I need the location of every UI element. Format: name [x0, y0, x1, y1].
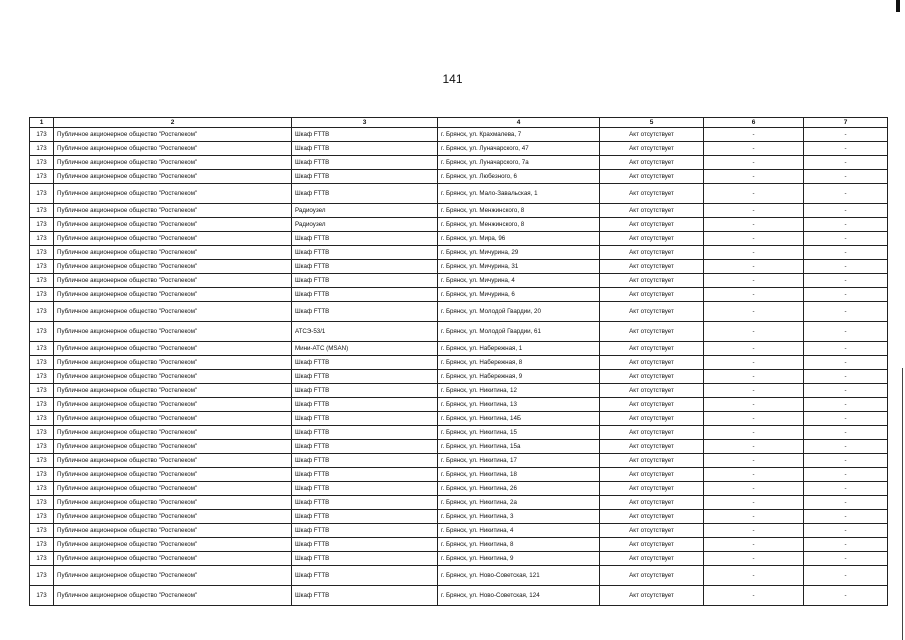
object-cell: Шкаф FTTB [292, 538, 438, 552]
col6-cell: - [704, 142, 804, 156]
row-number-cell: 173 [30, 170, 54, 184]
address-cell: г. Брянск, ул. Луначарского, 47 [438, 142, 600, 156]
row-number-cell: 173 [30, 412, 54, 426]
table-row [30, 170, 888, 184]
address-cell: г. Брянск, ул. Никитина, 18 [438, 468, 600, 482]
address-cell: г. Брянск, ул. Менжинского, 8 [438, 204, 600, 218]
col6-cell: - [704, 426, 804, 440]
address-cell: г. Брянск, ул. Менжинского, 8 [438, 218, 600, 232]
object-cell: Шкаф FTTB [292, 566, 438, 586]
col6-cell: - [704, 370, 804, 384]
act-status-cell: Акт отсутствует [600, 412, 704, 426]
table-row [30, 274, 888, 288]
table-row [30, 184, 888, 204]
object-cell: Шкаф FTTB [292, 260, 438, 274]
row-number-cell: 173 [30, 426, 54, 440]
row-number-cell: 173 [30, 288, 54, 302]
address-cell: г. Брянск, ул. Никитина, 9 [438, 552, 600, 566]
col7-cell: - [804, 232, 888, 246]
col6-cell: - [704, 454, 804, 468]
act-status-cell: Акт отсутствует [600, 496, 704, 510]
table-row [30, 524, 888, 538]
row-number-cell: 173 [30, 302, 54, 322]
object-cell: Шкаф FTTB [292, 356, 438, 370]
col6-cell: - [704, 496, 804, 510]
object-cell: Шкаф FTTB [292, 142, 438, 156]
col7-cell: - [804, 274, 888, 288]
col6-cell: - [704, 274, 804, 288]
col7-cell: - [804, 356, 888, 370]
table-row [30, 288, 888, 302]
address-cell: г. Брянск, ул. Мичурина, 29 [438, 246, 600, 260]
address-cell: г. Брянск, ул. Никитина, 2а [438, 496, 600, 510]
table-row [30, 440, 888, 454]
act-status-cell: Акт отсутствует [600, 142, 704, 156]
col6-cell: - [704, 586, 804, 606]
object-cell: Радиоузел [292, 218, 438, 232]
col6-cell: - [704, 482, 804, 496]
act-status-cell: Акт отсутствует [600, 322, 704, 342]
table-row [30, 384, 888, 398]
address-cell: г. Брянск, ул. Мало-Завальская, 1 [438, 184, 600, 204]
object-cell: Шкаф FTTB [292, 468, 438, 482]
object-cell: Шкаф FTTB [292, 232, 438, 246]
col6-cell: - [704, 156, 804, 170]
table-row [30, 566, 888, 586]
row-number-cell: 173 [30, 184, 54, 204]
object-cell: Мини-АТС (MSAN) [292, 342, 438, 356]
act-status-cell: Акт отсутствует [600, 288, 704, 302]
act-status-cell: Акт отсутствует [600, 204, 704, 218]
owner-cell: Публичное акционерное общество "Ростелеком" [54, 302, 292, 322]
object-cell: Шкаф FTTB [292, 454, 438, 468]
row-number-cell: 173 [30, 246, 54, 260]
scan-edge-mark [896, 0, 900, 12]
address-cell: г. Брянск, ул. Набережная, 9 [438, 370, 600, 384]
owner-cell: Публичное акционерное общество "Ростелеком" [54, 398, 292, 412]
table-row [30, 426, 888, 440]
col7-cell: - [804, 260, 888, 274]
col7-cell: - [804, 496, 888, 510]
col6-cell: - [704, 170, 804, 184]
act-status-cell: Акт отсутствует [600, 128, 704, 142]
scan-edge-line [902, 368, 903, 640]
owner-cell: Публичное акционерное общество "Ростелеком" [54, 274, 292, 288]
row-number-cell: 173 [30, 538, 54, 552]
address-cell: г. Брянск, ул. Молодой Гвардии, 20 [438, 302, 600, 322]
col6-cell: - [704, 184, 804, 204]
row-number-cell: 173 [30, 128, 54, 142]
row-number-cell: 173 [30, 218, 54, 232]
column-header: 7 [804, 118, 888, 128]
col7-cell: - [804, 184, 888, 204]
col6-cell: - [704, 322, 804, 342]
address-cell: г. Брянск, ул. Никитина, 4 [438, 524, 600, 538]
act-status-cell: Акт отсутствует [600, 356, 704, 370]
col6-cell: - [704, 524, 804, 538]
col6-cell: - [704, 246, 804, 260]
address-cell: г. Брянск, ул. Набережная, 8 [438, 356, 600, 370]
col7-cell: - [804, 170, 888, 184]
act-status-cell: Акт отсутствует [600, 524, 704, 538]
registry-table [29, 117, 888, 606]
address-cell: г. Брянск, ул. Никитина, 12 [438, 384, 600, 398]
address-cell: г. Брянск, ул. Мира, 96 [438, 232, 600, 246]
row-number-cell: 173 [30, 524, 54, 538]
col6-cell: - [704, 566, 804, 586]
col6-cell: - [704, 260, 804, 274]
object-cell: Шкаф FTTB [292, 184, 438, 204]
address-cell: г. Брянск, ул. Мичурина, 6 [438, 288, 600, 302]
act-status-cell: Акт отсутствует [600, 342, 704, 356]
object-cell: Шкаф FTTB [292, 586, 438, 606]
act-status-cell: Акт отсутствует [600, 184, 704, 204]
col6-cell: - [704, 232, 804, 246]
address-cell: г. Брянск, ул. Никитина, 8 [438, 538, 600, 552]
object-cell: Шкаф FTTB [292, 552, 438, 566]
table-row [30, 510, 888, 524]
row-number-cell: 173 [30, 440, 54, 454]
owner-cell: Публичное акционерное общество "Ростелеком" [54, 412, 292, 426]
table-row [30, 322, 888, 342]
object-cell: Шкаф FTTB [292, 288, 438, 302]
col7-cell: - [804, 510, 888, 524]
row-number-cell: 173 [30, 370, 54, 384]
column-header: 2 [54, 118, 292, 128]
table-row [30, 232, 888, 246]
row-number-cell: 173 [30, 260, 54, 274]
row-number-cell: 173 [30, 356, 54, 370]
table-row [30, 302, 888, 322]
act-status-cell: Акт отсутствует [600, 384, 704, 398]
col7-cell: - [804, 142, 888, 156]
address-cell: г. Брянск, ул. Луначарского, 7а [438, 156, 600, 170]
row-number-cell: 173 [30, 454, 54, 468]
object-cell: АТСЭ-53/1 [292, 322, 438, 342]
object-cell: Радиоузел [292, 204, 438, 218]
col7-cell: - [804, 384, 888, 398]
col7-cell: - [804, 538, 888, 552]
table-row [30, 586, 888, 606]
owner-cell: Публичное акционерное общество "Ростелеком" [54, 260, 292, 274]
owner-cell: Публичное акционерное общество "Ростелеком" [54, 204, 292, 218]
col7-cell: - [804, 128, 888, 142]
act-status-cell: Акт отсутствует [600, 586, 704, 606]
address-cell: г. Брянск, ул. Никитина, 14Б [438, 412, 600, 426]
row-number-cell: 173 [30, 496, 54, 510]
col7-cell: - [804, 412, 888, 426]
column-header: 4 [438, 118, 600, 128]
act-status-cell: Акт отсутствует [600, 302, 704, 322]
owner-cell: Публичное акционерное общество "Ростелеком" [54, 128, 292, 142]
table-row [30, 342, 888, 356]
col7-cell: - [804, 156, 888, 170]
owner-cell: Публичное акционерное общество "Ростелеком" [54, 170, 292, 184]
address-cell: г. Брянск, ул. Крахмалева, 7 [438, 128, 600, 142]
col7-cell: - [804, 482, 888, 496]
owner-cell: Публичное акционерное общество "Ростелеком" [54, 370, 292, 384]
address-cell: г. Брянск, ул. Любезного, 6 [438, 170, 600, 184]
act-status-cell: Акт отсутствует [600, 440, 704, 454]
object-cell: Шкаф FTTB [292, 398, 438, 412]
owner-cell: Публичное акционерное общество "Ростелеком" [54, 288, 292, 302]
address-cell: г. Брянск, ул. Мичурина, 4 [438, 274, 600, 288]
owner-cell: Публичное акционерное общество "Ростелеком" [54, 356, 292, 370]
owner-cell: Публичное акционерное общество "Ростелеком" [54, 524, 292, 538]
col7-cell: - [804, 552, 888, 566]
column-header: 3 [292, 118, 438, 128]
act-status-cell: Акт отсутствует [600, 156, 704, 170]
owner-cell: Публичное акционерное общество "Ростелеком" [54, 184, 292, 204]
col6-cell: - [704, 128, 804, 142]
col7-cell: - [804, 566, 888, 586]
act-status-cell: Акт отсутствует [600, 170, 704, 184]
col6-cell: - [704, 398, 804, 412]
col7-cell: - [804, 426, 888, 440]
table-row [30, 246, 888, 260]
col7-cell: - [804, 370, 888, 384]
table-row [30, 156, 888, 170]
column-header: 5 [600, 118, 704, 128]
col6-cell: - [704, 302, 804, 322]
object-cell: Шкаф FTTB [292, 426, 438, 440]
row-number-cell: 173 [30, 274, 54, 288]
owner-cell: Публичное акционерное общество "Ростелеком" [54, 156, 292, 170]
address-cell: г. Брянск, ул. Никитина, 17 [438, 454, 600, 468]
address-cell: г. Брянск, ул. Никитина, 15 [438, 426, 600, 440]
object-cell: Шкаф FTTB [292, 156, 438, 170]
object-cell: Шкаф FTTB [292, 302, 438, 322]
act-status-cell: Акт отсутствует [600, 274, 704, 288]
act-status-cell: Акт отсутствует [600, 552, 704, 566]
object-cell: Шкаф FTTB [292, 496, 438, 510]
address-cell: г. Брянск, ул. Ново-Советская, 121 [438, 566, 600, 586]
act-status-cell: Акт отсутствует [600, 426, 704, 440]
address-cell: г. Брянск, ул. Никитина, 3 [438, 510, 600, 524]
row-number-cell: 173 [30, 156, 54, 170]
table-body [30, 128, 888, 606]
col7-cell: - [804, 246, 888, 260]
col6-cell: - [704, 538, 804, 552]
column-header: 6 [704, 118, 804, 128]
col6-cell: - [704, 412, 804, 426]
object-cell: Шкаф FTTB [292, 482, 438, 496]
header-row [30, 118, 888, 128]
table-row [30, 552, 888, 566]
table-row [30, 482, 888, 496]
table-row [30, 454, 888, 468]
table-row [30, 412, 888, 426]
page-number: 141 [442, 72, 463, 86]
act-status-cell: Акт отсутствует [600, 468, 704, 482]
owner-cell: Публичное акционерное общество "Ростелеком" [54, 538, 292, 552]
owner-cell: Публичное акционерное общество "Ростелеком" [54, 468, 292, 482]
table-row [30, 356, 888, 370]
row-number-cell: 173 [30, 322, 54, 342]
object-cell: Шкаф FTTB [292, 384, 438, 398]
col6-cell: - [704, 468, 804, 482]
object-cell: Шкаф FTTB [292, 246, 438, 260]
owner-cell: Публичное акционерное общество "Ростелеком" [54, 440, 292, 454]
act-status-cell: Акт отсутствует [600, 482, 704, 496]
col7-cell: - [804, 524, 888, 538]
object-cell: Шкаф FTTB [292, 510, 438, 524]
table-row [30, 496, 888, 510]
owner-cell: Публичное акционерное общество "Ростелеком" [54, 454, 292, 468]
act-status-cell: Акт отсутствует [600, 232, 704, 246]
row-number-cell: 173 [30, 482, 54, 496]
address-cell: г. Брянск, ул. Мичурина, 31 [438, 260, 600, 274]
table-row [30, 260, 888, 274]
col6-cell: - [704, 204, 804, 218]
object-cell: Шкаф FTTB [292, 524, 438, 538]
address-cell: г. Брянск, ул. Никитина, 15а [438, 440, 600, 454]
address-cell: г. Брянск, ул. Никитина, 26 [438, 482, 600, 496]
col7-cell: - [804, 342, 888, 356]
address-cell: г. Брянск, ул. Молодой Гвардии, 61 [438, 322, 600, 342]
col7-cell: - [804, 288, 888, 302]
col6-cell: - [704, 552, 804, 566]
act-status-cell: Акт отсутствует [600, 260, 704, 274]
owner-cell: Публичное акционерное общество "Ростелеком" [54, 384, 292, 398]
table-row [30, 538, 888, 552]
row-number-cell: 173 [30, 468, 54, 482]
act-status-cell: Акт отсутствует [600, 370, 704, 384]
col6-cell: - [704, 218, 804, 232]
table-row [30, 370, 888, 384]
col7-cell: - [804, 302, 888, 322]
address-cell: г. Брянск, ул. Никитина, 13 [438, 398, 600, 412]
owner-cell: Публичное акционерное общество "Ростелеком" [54, 342, 292, 356]
col6-cell: - [704, 440, 804, 454]
row-number-cell: 173 [30, 552, 54, 566]
row-number-cell: 173 [30, 398, 54, 412]
object-cell: Шкаф FTTB [292, 274, 438, 288]
owner-cell: Публичное акционерное общество "Ростелеком" [54, 426, 292, 440]
object-cell: Шкаф FTTB [292, 440, 438, 454]
col6-cell: - [704, 288, 804, 302]
owner-cell: Публичное акционерное общество "Ростелеком" [54, 232, 292, 246]
act-status-cell: Акт отсутствует [600, 454, 704, 468]
act-status-cell: Акт отсутствует [600, 566, 704, 586]
address-cell: г. Брянск, ул. Ново-Советская, 124 [438, 586, 600, 606]
row-number-cell: 173 [30, 232, 54, 246]
object-cell: Шкаф FTTB [292, 412, 438, 426]
row-number-cell: 173 [30, 204, 54, 218]
col7-cell: - [804, 398, 888, 412]
address-cell: г. Брянск, ул. Набережная, 1 [438, 342, 600, 356]
owner-cell: Публичное акционерное общество "Ростелеком" [54, 566, 292, 586]
col7-cell: - [804, 322, 888, 342]
act-status-cell: Акт отсутствует [600, 538, 704, 552]
object-cell: Шкаф FTTB [292, 370, 438, 384]
row-number-cell: 173 [30, 566, 54, 586]
row-number-cell: 173 [30, 510, 54, 524]
owner-cell: Публичное акционерное общество "Ростелеком" [54, 510, 292, 524]
col7-cell: - [804, 468, 888, 482]
row-number-cell: 173 [30, 586, 54, 606]
owner-cell: Публичное акционерное общество "Ростелеком" [54, 142, 292, 156]
owner-cell: Публичное акционерное общество "Ростелеком" [54, 496, 292, 510]
row-number-cell: 173 [30, 384, 54, 398]
owner-cell: Публичное акционерное общество "Ростелеком" [54, 246, 292, 260]
table-row [30, 218, 888, 232]
owner-cell: Публичное акционерное общество "Ростелеком" [54, 552, 292, 566]
col7-cell: - [804, 204, 888, 218]
col7-cell: - [804, 454, 888, 468]
col6-cell: - [704, 342, 804, 356]
object-cell: Шкаф FTTB [292, 128, 438, 142]
object-cell: Шкаф FTTB [292, 170, 438, 184]
col7-cell: - [804, 586, 888, 606]
act-status-cell: Акт отсутствует [600, 246, 704, 260]
owner-cell: Публичное акционерное общество "Ростелеком" [54, 322, 292, 342]
owner-cell: Публичное акционерное общество "Ростелеком" [54, 482, 292, 496]
col6-cell: - [704, 510, 804, 524]
owner-cell: Публичное акционерное общество "Ростелеком" [54, 218, 292, 232]
col7-cell: - [804, 218, 888, 232]
act-status-cell: Акт отсутствует [600, 218, 704, 232]
col7-cell: - [804, 440, 888, 454]
row-number-cell: 173 [30, 342, 54, 356]
act-status-cell: Акт отсутствует [600, 398, 704, 412]
column-header: 1 [30, 118, 54, 128]
table-row [30, 398, 888, 412]
owner-cell: Публичное акционерное общество "Ростелеком" [54, 586, 292, 606]
table-row [30, 204, 888, 218]
col6-cell: - [704, 356, 804, 370]
table-row [30, 128, 888, 142]
row-number-cell: 173 [30, 142, 54, 156]
table-row [30, 142, 888, 156]
col6-cell: - [704, 384, 804, 398]
act-status-cell: Акт отсутствует [600, 510, 704, 524]
table-row [30, 468, 888, 482]
